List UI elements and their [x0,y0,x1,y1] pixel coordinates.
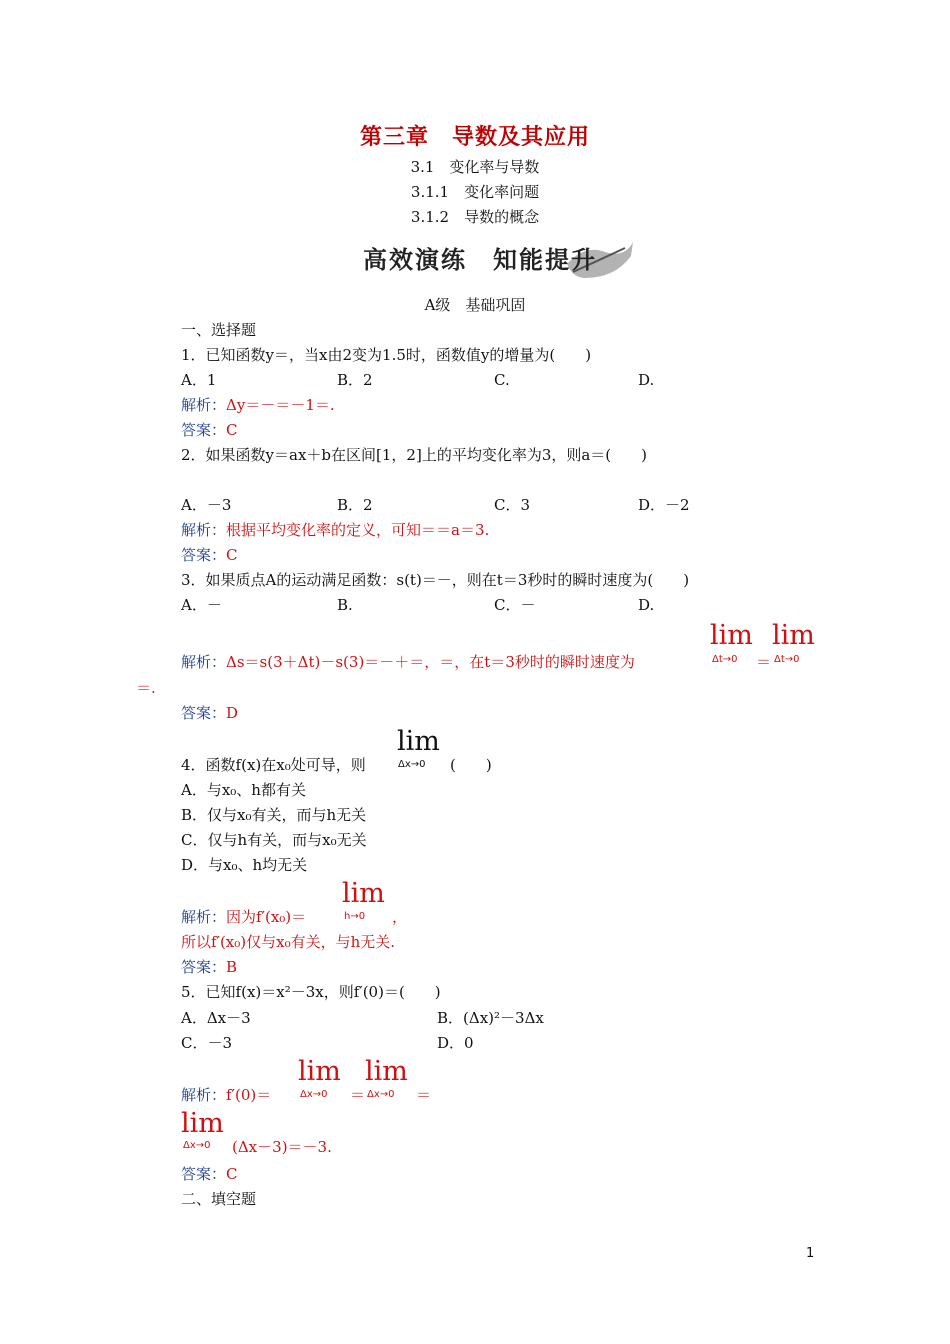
q4-analysis-2: 所以f′(x₀)仅与x₀有关，与h无关. [181,933,396,951]
subsection-title-2: 3.1.2 导数的概念 [410,208,540,226]
q5-lim-1-sub: Δx→0 [300,1089,328,1100]
chapter-title: 第三章 导数及其应用 [359,124,590,150]
q3-lim-2-sub: Δt→0 [774,654,800,665]
q3-option-b: B. [337,596,353,614]
q4-option-b: B．仅与x₀有关，而与h无关 [181,806,367,824]
q3-analysis-cont: ＝. [136,679,156,697]
q1-option-b: B．2 [337,371,373,389]
q1-option-c: C. [494,371,510,389]
q5-option-c: C．－3 [181,1034,233,1052]
q5-lim-3-sub: Δx→0 [183,1140,211,1151]
question-4-stem: 4．函数f(x)在x₀处可导，则 [181,756,366,774]
q3-lim-1: lim [710,620,753,651]
q4-analysis-lim-sub: h→0 [344,911,366,922]
q3-answer: 答案：D [181,704,239,722]
q3-option-d: D. [638,596,655,614]
q5-lim-2: lim [365,1056,408,1087]
q5-answer: 答案：C [181,1165,238,1183]
q5-option-a: A．Δx－3 [181,1009,251,1027]
question-2-stem: 2．如果函数y＝ax＋b在区间[1，2]上的平均变化率为3，则a＝( ) [181,446,648,464]
q5-option-b: B．(Δx)²－3Δx [437,1009,544,1027]
q5-analysis: 解析：f′(0)＝ [181,1086,272,1104]
q3-analysis: 解析：Δs＝s(3＋Δt)－s(3)＝－＋＝，＝，在t＝3秒时的瞬时速度为 [181,653,635,671]
level-heading: A级 基础巩固 [424,296,526,314]
q5-lim-1: lim [298,1056,341,1087]
part-heading-fill: 二、填空题 [181,1190,257,1208]
q5-analysis-eq: ＝ [350,1086,366,1104]
q4-stem-paren: ( ) [450,756,492,774]
q4-analysis: 解析：因为f′(x₀)＝ [181,908,307,926]
q4-analysis-comma: ， [392,908,408,926]
section-title: 3.1 变化率与导数 [410,158,540,176]
q2-option-b: B．2 [337,496,373,514]
q3-lim-2: lim [772,620,815,651]
q2-option-a: A．－3 [181,496,232,514]
q1-option-d: D. [638,371,655,389]
q4-option-c: C．仅与h有关，而与x₀无关 [181,831,367,849]
question-5-stem: 5．已知f(x)＝x²－3x，则f′(0)＝( ) [181,983,441,1001]
q4-option-d: D．与x₀、h均无关 [181,856,308,874]
q4-lim-sub: Δx→0 [398,759,426,770]
q2-answer: 答案：C [181,546,238,564]
question-1-stem: 1．已知函数y＝，当x由2变为1.5时，函数值y的增量为( ) [181,346,592,364]
subsection-title-1: 3.1.1 变化率问题 [410,183,540,201]
q4-analysis-lim: lim [342,878,385,909]
q5-analysis-end: ＝ [416,1086,432,1104]
q3-lim-1-sub: Δt→0 [712,654,738,665]
q1-option-a: A．1 [181,371,217,389]
q5-lim-2-sub: Δx→0 [367,1089,395,1100]
q1-answer: 答案：C [181,421,238,439]
q2-analysis: 解析：根据平均变化率的定义，可知＝＝a＝3. [181,521,490,539]
q4-lim: lim [397,726,440,757]
q4-answer: 答案：B [181,958,238,976]
q1-analysis: 解析：Δy＝－＝－1＝. [181,396,335,414]
q3-option-c: C．－ [494,596,536,614]
page-number: 1 [806,1246,815,1261]
banner-text: 高效演练 知能提升 [363,246,597,274]
q3-option-a: A．－ [181,596,222,614]
banner [355,234,635,284]
q5-option-d: D．0 [437,1034,474,1052]
q4-option-a: A．与x₀、h都有关 [181,781,306,799]
q2-option-c: C．3 [494,496,531,514]
question-3-stem: 3．如果质点A的运动满足函数：s(t)＝－，则在t＝3秒时的瞬时速度为( ) [181,571,690,589]
q2-option-d: D．－2 [638,496,690,514]
q5-lim-3: lim [181,1108,224,1139]
q5-analysis-2: (Δx－3)＝－3. [232,1138,332,1156]
part-heading-choice: 一、选择题 [181,321,257,339]
q3-analysis-eq: ＝ [756,653,772,671]
